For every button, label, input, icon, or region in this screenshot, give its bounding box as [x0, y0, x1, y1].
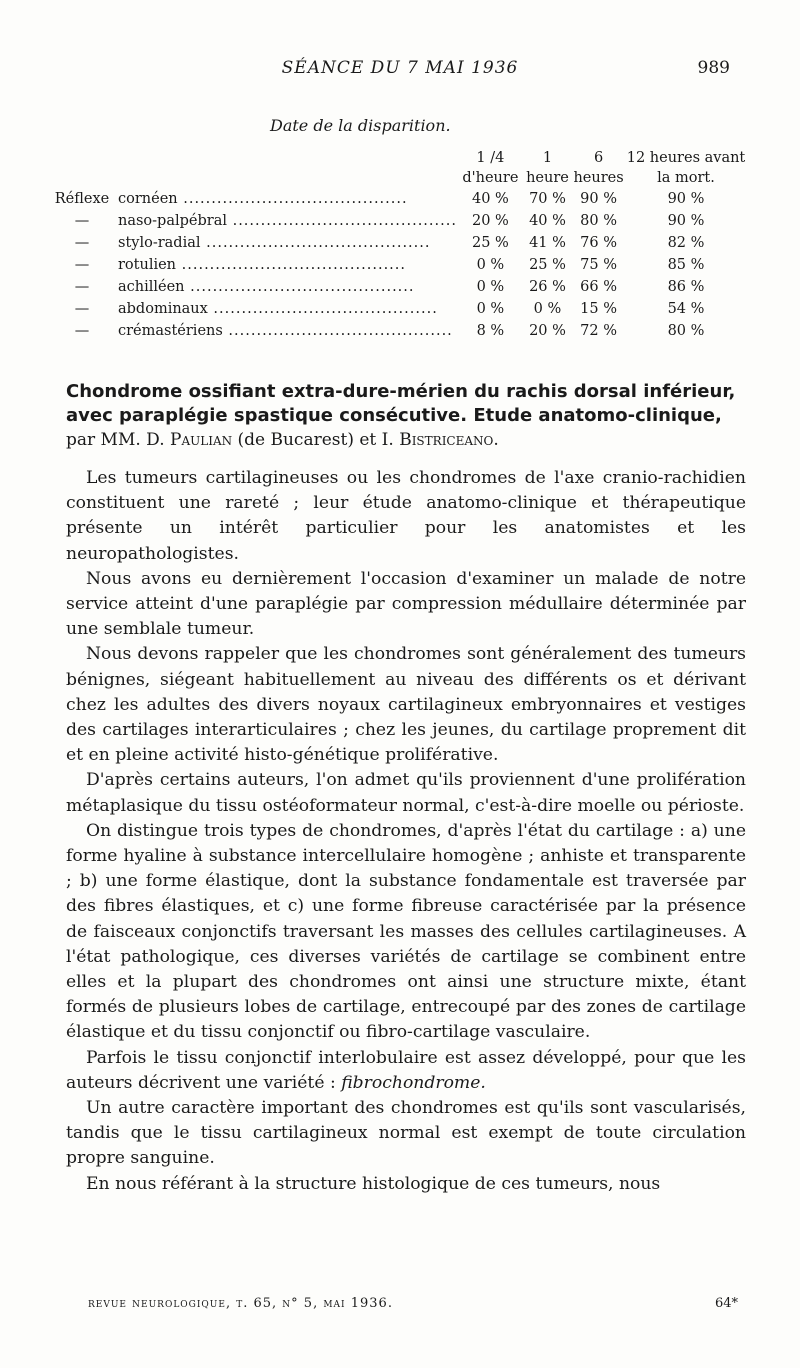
paragraph: Nous devons rappeler que les chondromes sont généralement des tumeurs bénignes, siégeant habituellement au niveau des différents os et dérivant chez les adultes des divers noyaux cartilagineux embryonnaires et vestiges des cartilages interarticulaires ; chez les jeunes, du cartilage proprement dit et en pleine activité histo-génétique proliférative. [66, 644, 746, 766]
table-row [46, 232, 746, 254]
author-name: Bistriceano. [399, 430, 499, 450]
value-cell: 0 % [476, 279, 505, 295]
table-row [46, 298, 746, 320]
paragraph [66, 1046, 746, 1096]
value-cell: 82 % [667, 235, 705, 251]
value-cell: 25 % [529, 257, 566, 273]
leader-dots: ........................................ [177, 191, 408, 207]
paragraph: Nous avons eu dernièrement l'occasion d'examiner un malade de notre service atteint d'une paraplégie par compression médullaire déterminée par une semblale tumeur. [66, 568, 746, 640]
reflex-prefix: Réflexe [54, 191, 110, 207]
table-row [46, 188, 746, 210]
column-header: 12 heures avant la mort. [626, 150, 746, 186]
reflex-prefix: — [74, 257, 90, 273]
journal-citation: revue neurologique, t. 65, n° 5, mai 1936. [88, 1296, 393, 1311]
value-cell: 90 % [667, 191, 705, 207]
value-cell: 85 % [667, 257, 705, 273]
value-cell: 25 % [471, 235, 509, 251]
reflex-name: abdominaux [118, 301, 208, 317]
paragraph-text: Parfois le tissu conjonctif interlobulaire est assez développé, pour que les auteurs décrivent une variété : [66, 1047, 746, 1093]
term: fibrochondrome. [341, 1072, 486, 1093]
leader-dots: ........................................ [176, 257, 407, 273]
value-cell: 86 % [667, 279, 705, 295]
value-cell: 20 % [529, 323, 566, 339]
value-cell: 80 % [667, 323, 705, 339]
value-cell: 26 % [529, 279, 566, 295]
reflex-name: crémastériens [118, 323, 223, 339]
value-cell: 0 % [476, 301, 505, 317]
value-cell: 90 % [667, 213, 705, 229]
reflex-name: stylo-radial [118, 235, 201, 251]
value-cell: 75 % [580, 257, 617, 273]
leader-dots: ........................................ [184, 279, 415, 295]
running-title: SÉANCE DU 7 MAI 1936 [281, 58, 519, 78]
reflex-name-cell [46, 188, 457, 210]
table-row [46, 320, 746, 342]
paragraph: On distingue trois types de chondromes, d'après l'état du cartilage : a) une forme hyaline à substance intercellulaire homogène ; anhiste et transparente ; b) une forme élastique, dont la substance fondamentale est traversée par des fibres élastiques, et c) une forme fibreuse caractérisée par la présence de faisceaux conjonctifs traversant les masses des cellules cartilagineuses. A l'état pathologique, ces diverses variétés de cartilage se combinent entre elles et la plupart des chondromes ont ainsi une structure mixte, étant formés de plusieurs lobes de cartilage, entrecoupé par des zones de cartilage élastique et du tissu conjonctif ou fibro-cartilage vasculaire. [66, 820, 746, 1043]
author-name: Paulian [170, 430, 233, 450]
value-cell: 0 % [533, 301, 562, 317]
reflex-prefix: — [74, 301, 90, 317]
reflex-name: naso-palpébral [118, 213, 227, 229]
value-cell: 70 % [529, 191, 566, 207]
value-cell: 15 % [580, 301, 617, 317]
reflex-name-cell [46, 254, 457, 276]
leader-dots: ........................................ [200, 235, 431, 251]
value-cell: 40 % [529, 213, 566, 229]
paragraph: D'après certains auteurs, l'on admet qu'ils proviennent d'une prolifération métaplasique du tissu ostéoformateur normal, c'est-à-dire moelle ou périoste. [66, 770, 746, 816]
reflex-prefix: — [74, 213, 90, 229]
leader-dots: ........................................ [207, 301, 438, 317]
reflex-prefix: — [74, 323, 90, 339]
leader-dots: ........................................ [226, 213, 457, 229]
table-body [46, 188, 746, 342]
reflex-name: achilléen [118, 279, 185, 295]
value-cell: 41 % [529, 235, 566, 251]
table-caption: Date de la disparition. [270, 116, 451, 135]
value-cell: 76 % [580, 235, 617, 251]
page-footer [88, 1296, 738, 1311]
value-cell: 66 % [580, 279, 617, 295]
article-title: Chondrome ossifiant extra-dure-mérien du rachis dorsal inférieur, avec paraplégie spastique consécutive. Etude anatomo-clinique, [66, 381, 736, 426]
paragraph: Les tumeurs cartilagineuses ou les chondromes de l'axe cranio-rachidien constituent une rareté ; leur étude anatomo-clinique et thérapeutique présente un intérêt particulier pour les anatomistes et les neuropathologistes. [66, 468, 746, 564]
value-cell: 72 % [580, 323, 617, 339]
paragraph: Un autre caractère important des chondromes est qu'ils sont vascularisés, tandis que le tissu cartilagineux normal est exempt de toute circulation propre sanguine. [66, 1098, 746, 1169]
value-cell: 90 % [580, 191, 617, 207]
value-cell: 40 % [471, 191, 509, 207]
running-head [0, 58, 800, 82]
reflex-name: cornéen [118, 191, 178, 207]
value-cell: 20 % [471, 213, 509, 229]
value-cell: 8 % [476, 323, 505, 339]
byline [66, 428, 746, 452]
table-row [46, 276, 746, 298]
value-cell: 0 % [476, 257, 505, 273]
reflex-name-cell [46, 232, 457, 254]
reflex-prefix: — [74, 279, 90, 295]
column-header: 1 heure [526, 150, 569, 186]
reflex-name-cell [46, 210, 457, 232]
column-header: 1 /4 d'heure [462, 150, 519, 186]
article [66, 380, 746, 1197]
byline-prefix: par MM. D. [66, 430, 165, 450]
leader-dots: ........................................ [222, 323, 453, 339]
table-row [46, 210, 746, 232]
reflex-name: rotulien [118, 257, 177, 273]
reflex-name-cell [46, 276, 457, 298]
paragraph: En nous référant à la structure histologique de ces tumeurs, nous [86, 1173, 661, 1194]
reflex-name-cell [46, 298, 457, 320]
byline-mid: (de Bucarest) et I. [237, 430, 394, 450]
reflex-name-cell [46, 320, 457, 342]
table-row [46, 254, 746, 276]
page-number: 989 [697, 58, 730, 78]
value-cell: 54 % [667, 301, 705, 317]
reflex-prefix: — [74, 235, 90, 251]
signature-mark: 64* [714, 1296, 738, 1311]
column-header: 6 heures [573, 150, 624, 186]
table-header-row [46, 148, 746, 188]
value-cell: 80 % [580, 213, 617, 229]
reflex-table [46, 148, 746, 342]
